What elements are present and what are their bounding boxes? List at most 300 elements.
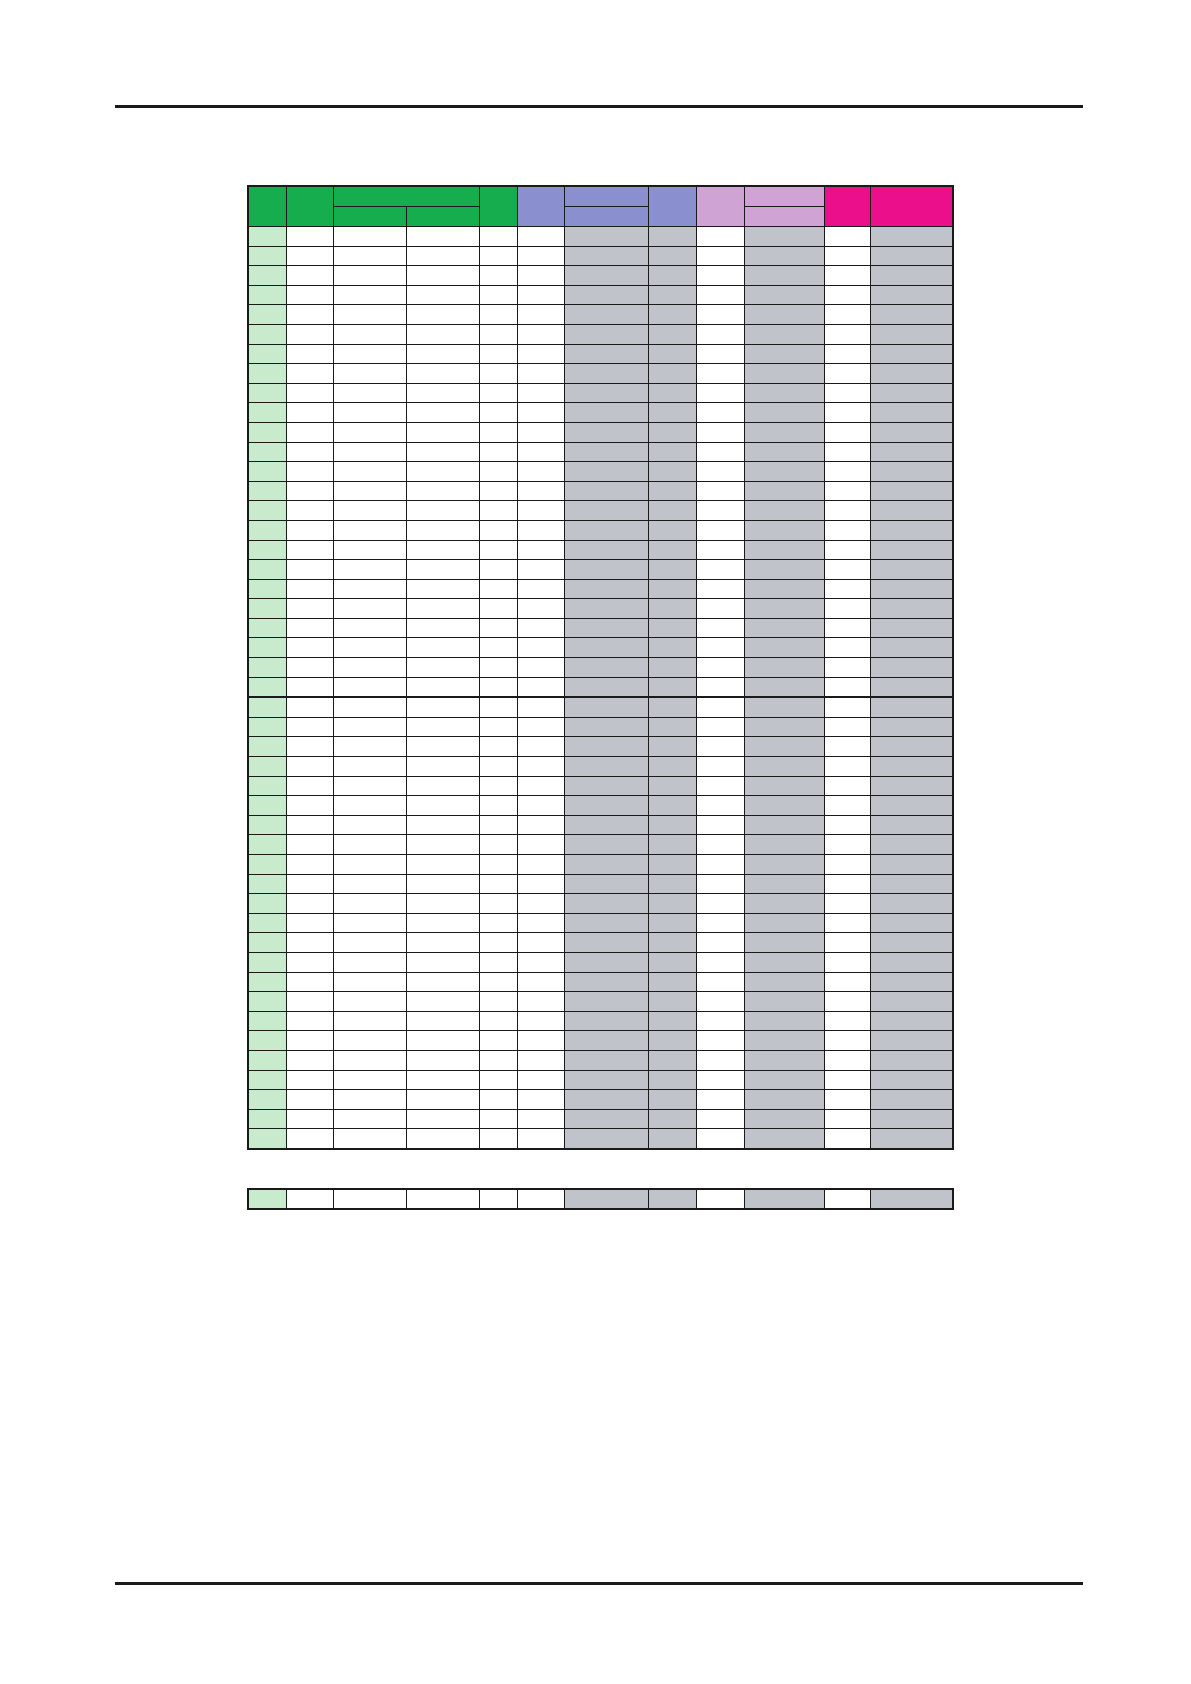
table-cell bbox=[333, 952, 406, 972]
table-cell bbox=[517, 266, 564, 286]
table-cell bbox=[517, 481, 564, 501]
table-cell bbox=[870, 796, 953, 816]
table-cell bbox=[333, 757, 406, 777]
table-row bbox=[248, 894, 953, 914]
table-cell bbox=[870, 717, 953, 737]
summary-cell bbox=[744, 1189, 824, 1209]
table-cell bbox=[517, 658, 564, 678]
table-cell bbox=[479, 638, 517, 658]
table-cell bbox=[517, 344, 564, 364]
table-row bbox=[248, 501, 953, 521]
table-cell bbox=[564, 305, 648, 325]
table-cell bbox=[248, 737, 286, 757]
table-cell bbox=[406, 344, 479, 364]
table-cell bbox=[333, 697, 406, 717]
table-cell bbox=[696, 246, 744, 266]
table-cell bbox=[479, 422, 517, 442]
table-cell bbox=[479, 560, 517, 580]
table-cell bbox=[648, 1011, 696, 1031]
table-cell bbox=[870, 462, 953, 482]
table-cell bbox=[824, 246, 870, 266]
table-row bbox=[248, 992, 953, 1012]
table-cell bbox=[333, 1050, 406, 1070]
summary-cell bbox=[286, 1189, 333, 1209]
table-cell bbox=[248, 540, 286, 560]
table-cell bbox=[286, 992, 333, 1012]
table-cell bbox=[564, 835, 648, 855]
table-cell bbox=[744, 952, 824, 972]
table-cell bbox=[564, 501, 648, 521]
table-cell bbox=[333, 266, 406, 286]
table-cell bbox=[286, 952, 333, 972]
table-cell bbox=[406, 697, 479, 717]
table-row bbox=[248, 796, 953, 816]
table-cell bbox=[333, 227, 406, 247]
table-row bbox=[248, 599, 953, 619]
table-cell bbox=[286, 1070, 333, 1090]
table-row bbox=[248, 913, 953, 933]
table-cell bbox=[517, 246, 564, 266]
table-cell bbox=[479, 796, 517, 816]
table-cell bbox=[479, 874, 517, 894]
table-cell bbox=[744, 1129, 824, 1149]
table-cell bbox=[870, 344, 953, 364]
table-cell bbox=[406, 1109, 479, 1129]
table-cell bbox=[824, 422, 870, 442]
table-cell bbox=[824, 442, 870, 462]
table-cell bbox=[744, 520, 824, 540]
table-cell bbox=[696, 501, 744, 521]
table-cell bbox=[648, 952, 696, 972]
table-cell bbox=[824, 1031, 870, 1051]
table-cell bbox=[744, 697, 824, 717]
table-cell bbox=[479, 520, 517, 540]
table-cell bbox=[744, 383, 824, 403]
table-cell bbox=[648, 266, 696, 286]
table-row bbox=[248, 1070, 953, 1090]
table-cell bbox=[406, 1050, 479, 1070]
table-cell bbox=[517, 1109, 564, 1129]
table-cell bbox=[564, 894, 648, 914]
table-cell bbox=[333, 305, 406, 325]
table-cell bbox=[696, 305, 744, 325]
table-cell bbox=[564, 285, 648, 305]
table-cell bbox=[517, 992, 564, 1012]
table-cell bbox=[824, 520, 870, 540]
table-cell bbox=[744, 1090, 824, 1110]
table-cell bbox=[517, 874, 564, 894]
table-cell bbox=[479, 481, 517, 501]
table-cell bbox=[248, 952, 286, 972]
table-cell bbox=[870, 422, 953, 442]
table-cell bbox=[479, 717, 517, 737]
table-row bbox=[248, 835, 953, 855]
table-cell bbox=[286, 835, 333, 855]
table-cell bbox=[406, 913, 479, 933]
table-cell bbox=[648, 992, 696, 1012]
table-row bbox=[248, 266, 953, 286]
table-cell bbox=[564, 1109, 648, 1129]
table-cell bbox=[564, 481, 648, 501]
table-cell bbox=[479, 835, 517, 855]
table-row bbox=[248, 305, 953, 325]
table-cell bbox=[286, 305, 333, 325]
table-cell bbox=[648, 501, 696, 521]
table-cell bbox=[333, 501, 406, 521]
table-cell bbox=[824, 638, 870, 658]
table-cell bbox=[333, 246, 406, 266]
table-cell bbox=[479, 913, 517, 933]
table-row bbox=[248, 285, 953, 305]
table-cell bbox=[286, 757, 333, 777]
table-cell bbox=[333, 442, 406, 462]
table-cell bbox=[517, 364, 564, 384]
table-cell bbox=[406, 481, 479, 501]
table-cell bbox=[870, 227, 953, 247]
table-cell bbox=[333, 1129, 406, 1149]
table-cell bbox=[648, 855, 696, 875]
table-cell bbox=[648, 796, 696, 816]
table-cell bbox=[648, 972, 696, 992]
table-cell bbox=[333, 776, 406, 796]
table-cell bbox=[824, 796, 870, 816]
table-cell bbox=[870, 1090, 953, 1110]
table-cell bbox=[870, 1070, 953, 1090]
table-cell bbox=[870, 266, 953, 286]
table-cell bbox=[744, 677, 824, 697]
table-cell bbox=[648, 717, 696, 737]
table-row bbox=[248, 776, 953, 796]
table-cell bbox=[286, 933, 333, 953]
table-cell bbox=[824, 697, 870, 717]
summary-cell bbox=[406, 1189, 479, 1209]
table-cell bbox=[479, 697, 517, 717]
table-cell bbox=[648, 442, 696, 462]
table-cell bbox=[479, 1090, 517, 1110]
table-cell bbox=[648, 344, 696, 364]
table-cell bbox=[479, 501, 517, 521]
table-cell bbox=[824, 364, 870, 384]
table-cell bbox=[870, 442, 953, 462]
table-cell bbox=[696, 1070, 744, 1090]
table-cell bbox=[870, 677, 953, 697]
table-cell bbox=[870, 501, 953, 521]
table-cell bbox=[406, 992, 479, 1012]
table-cell bbox=[286, 501, 333, 521]
summary-cell bbox=[333, 1189, 406, 1209]
table-cell bbox=[286, 285, 333, 305]
table-cell bbox=[696, 1129, 744, 1149]
table-cell bbox=[517, 501, 564, 521]
table-cell bbox=[406, 677, 479, 697]
table-cell bbox=[286, 658, 333, 678]
table-cell bbox=[744, 462, 824, 482]
table-cell bbox=[517, 952, 564, 972]
table-cell bbox=[648, 520, 696, 540]
table-row bbox=[248, 638, 953, 658]
table-cell bbox=[479, 227, 517, 247]
table-cell bbox=[564, 246, 648, 266]
table-cell bbox=[406, 520, 479, 540]
table-cell bbox=[648, 835, 696, 855]
table-row bbox=[248, 520, 953, 540]
table-cell bbox=[248, 658, 286, 678]
summary-cell bbox=[648, 1189, 696, 1209]
table-row bbox=[248, 324, 953, 344]
table-cell bbox=[870, 364, 953, 384]
table-cell bbox=[696, 579, 744, 599]
table-cell bbox=[248, 677, 286, 697]
table-cell bbox=[696, 658, 744, 678]
table-row bbox=[248, 874, 953, 894]
table-cell bbox=[870, 658, 953, 678]
table-cell bbox=[479, 1109, 517, 1129]
table-cell bbox=[870, 894, 953, 914]
table-cell bbox=[248, 266, 286, 286]
table-cell bbox=[564, 579, 648, 599]
table-cell bbox=[406, 618, 479, 638]
summary-cell bbox=[824, 1189, 870, 1209]
table-cell bbox=[696, 737, 744, 757]
table-cell bbox=[517, 560, 564, 580]
table-cell bbox=[696, 1031, 744, 1051]
table-cell bbox=[406, 442, 479, 462]
table-cell bbox=[286, 481, 333, 501]
table-cell bbox=[248, 383, 286, 403]
table-cell bbox=[824, 383, 870, 403]
table-cell bbox=[696, 874, 744, 894]
table-row bbox=[248, 677, 953, 697]
table-cell bbox=[696, 266, 744, 286]
table-cell bbox=[564, 658, 648, 678]
table-cell bbox=[286, 227, 333, 247]
table-cell bbox=[564, 1129, 648, 1149]
table-cell bbox=[564, 1070, 648, 1090]
table-cell bbox=[517, 324, 564, 344]
table-cell bbox=[517, 1031, 564, 1051]
table-cell bbox=[248, 481, 286, 501]
table-cell bbox=[248, 757, 286, 777]
table-cell bbox=[870, 638, 953, 658]
table-cell bbox=[248, 501, 286, 521]
table-cell bbox=[824, 874, 870, 894]
table-cell bbox=[248, 697, 286, 717]
table-cell bbox=[564, 992, 648, 1012]
table-cell bbox=[286, 579, 333, 599]
table-cell bbox=[648, 481, 696, 501]
table-cell bbox=[248, 638, 286, 658]
table-cell bbox=[248, 933, 286, 953]
table-cell bbox=[479, 599, 517, 619]
table-row bbox=[248, 952, 953, 972]
table-cell bbox=[248, 855, 286, 875]
table-cell bbox=[564, 227, 648, 247]
table-cell bbox=[406, 855, 479, 875]
table-cell bbox=[333, 1109, 406, 1129]
table-cell bbox=[824, 344, 870, 364]
table-cell bbox=[333, 324, 406, 344]
table-cell bbox=[517, 442, 564, 462]
table-cell bbox=[286, 638, 333, 658]
header-cell-c1 bbox=[248, 186, 286, 227]
table-cell bbox=[517, 462, 564, 482]
table-cell bbox=[870, 874, 953, 894]
table-cell bbox=[648, 1050, 696, 1070]
table-cell bbox=[333, 796, 406, 816]
summary-cell bbox=[870, 1189, 953, 1209]
table-cell bbox=[648, 933, 696, 953]
table-cell bbox=[564, 815, 648, 835]
table-cell bbox=[517, 540, 564, 560]
table-cell bbox=[248, 1011, 286, 1031]
table-cell bbox=[648, 913, 696, 933]
table-cell bbox=[517, 285, 564, 305]
table-cell bbox=[824, 815, 870, 835]
table-row bbox=[248, 1050, 953, 1070]
table-cell bbox=[406, 599, 479, 619]
table-cell bbox=[648, 324, 696, 344]
table-cell bbox=[406, 364, 479, 384]
table-cell bbox=[648, 305, 696, 325]
table-cell bbox=[564, 618, 648, 638]
table-cell bbox=[406, 1070, 479, 1090]
table-cell bbox=[564, 952, 648, 972]
table-cell bbox=[744, 481, 824, 501]
table-cell bbox=[286, 1090, 333, 1110]
table-cell bbox=[870, 383, 953, 403]
table-cell bbox=[696, 1109, 744, 1129]
table-cell bbox=[648, 815, 696, 835]
table-cell bbox=[824, 894, 870, 914]
table-cell bbox=[744, 1070, 824, 1090]
header-cell-c6 bbox=[517, 186, 564, 227]
table-cell bbox=[479, 579, 517, 599]
table-cell bbox=[744, 442, 824, 462]
table-cell bbox=[517, 403, 564, 423]
table-cell bbox=[406, 737, 479, 757]
table-cell bbox=[744, 658, 824, 678]
table-cell bbox=[517, 638, 564, 658]
table-row bbox=[248, 1109, 953, 1129]
table-cell bbox=[479, 658, 517, 678]
table-cell bbox=[333, 481, 406, 501]
table-cell bbox=[696, 442, 744, 462]
table-row bbox=[248, 403, 953, 423]
table-cell bbox=[870, 913, 953, 933]
table-cell bbox=[870, 520, 953, 540]
table-cell bbox=[333, 1070, 406, 1090]
table-cell bbox=[248, 227, 286, 247]
table-cell bbox=[479, 815, 517, 835]
table-cell bbox=[824, 855, 870, 875]
table-cell bbox=[696, 560, 744, 580]
table-cell bbox=[824, 227, 870, 247]
summary-cell bbox=[564, 1189, 648, 1209]
table-cell bbox=[479, 540, 517, 560]
table-cell bbox=[479, 618, 517, 638]
table-cell bbox=[824, 835, 870, 855]
table-cell bbox=[286, 972, 333, 992]
table-cell bbox=[696, 324, 744, 344]
table-cell bbox=[248, 560, 286, 580]
table-cell bbox=[517, 894, 564, 914]
table-cell bbox=[696, 285, 744, 305]
table-cell bbox=[479, 344, 517, 364]
table-cell bbox=[870, 1129, 953, 1149]
table-cell bbox=[406, 658, 479, 678]
table-row bbox=[248, 757, 953, 777]
table-cell bbox=[248, 462, 286, 482]
table-cell bbox=[333, 737, 406, 757]
table-cell bbox=[406, 835, 479, 855]
header-row bbox=[248, 186, 953, 207]
table-cell bbox=[824, 677, 870, 697]
table-cell bbox=[248, 1090, 286, 1110]
table-cell bbox=[517, 855, 564, 875]
table-cell bbox=[744, 855, 824, 875]
table-cell bbox=[564, 677, 648, 697]
table-cell bbox=[286, 1011, 333, 1031]
table-cell bbox=[744, 796, 824, 816]
table-cell bbox=[824, 757, 870, 777]
table-cell bbox=[286, 894, 333, 914]
table-cell bbox=[248, 1109, 286, 1129]
table-cell bbox=[648, 462, 696, 482]
table-cell bbox=[333, 638, 406, 658]
table-cell bbox=[286, 737, 333, 757]
table-row bbox=[248, 246, 953, 266]
table-cell bbox=[564, 933, 648, 953]
table-cell bbox=[479, 246, 517, 266]
table-cell bbox=[406, 540, 479, 560]
table-cell bbox=[870, 855, 953, 875]
table-cell bbox=[406, 933, 479, 953]
table-cell bbox=[648, 1090, 696, 1110]
table-cell bbox=[333, 579, 406, 599]
table-cell bbox=[696, 481, 744, 501]
table-cell bbox=[696, 913, 744, 933]
summary-table bbox=[247, 1188, 954, 1210]
table-cell bbox=[333, 560, 406, 580]
table-cell bbox=[406, 796, 479, 816]
table-cell bbox=[286, 1031, 333, 1051]
table-cell bbox=[824, 933, 870, 953]
table-cell bbox=[870, 403, 953, 423]
table-cell bbox=[744, 913, 824, 933]
table-cell bbox=[333, 972, 406, 992]
table-cell bbox=[648, 677, 696, 697]
table-cell bbox=[517, 717, 564, 737]
table-cell bbox=[648, 285, 696, 305]
table-row bbox=[248, 855, 953, 875]
table-cell bbox=[564, 383, 648, 403]
table-cell bbox=[248, 972, 286, 992]
table-cell bbox=[517, 383, 564, 403]
table-cell bbox=[406, 638, 479, 658]
table-cell bbox=[517, 737, 564, 757]
table-cell bbox=[517, 1070, 564, 1090]
table-cell bbox=[333, 285, 406, 305]
table-cell bbox=[648, 658, 696, 678]
table-cell bbox=[564, 913, 648, 933]
table-cell bbox=[286, 717, 333, 737]
table-cell bbox=[286, 1129, 333, 1149]
table-cell bbox=[479, 972, 517, 992]
table-cell bbox=[824, 658, 870, 678]
table-cell bbox=[564, 403, 648, 423]
table-cell bbox=[479, 442, 517, 462]
table-cell bbox=[648, 1031, 696, 1051]
